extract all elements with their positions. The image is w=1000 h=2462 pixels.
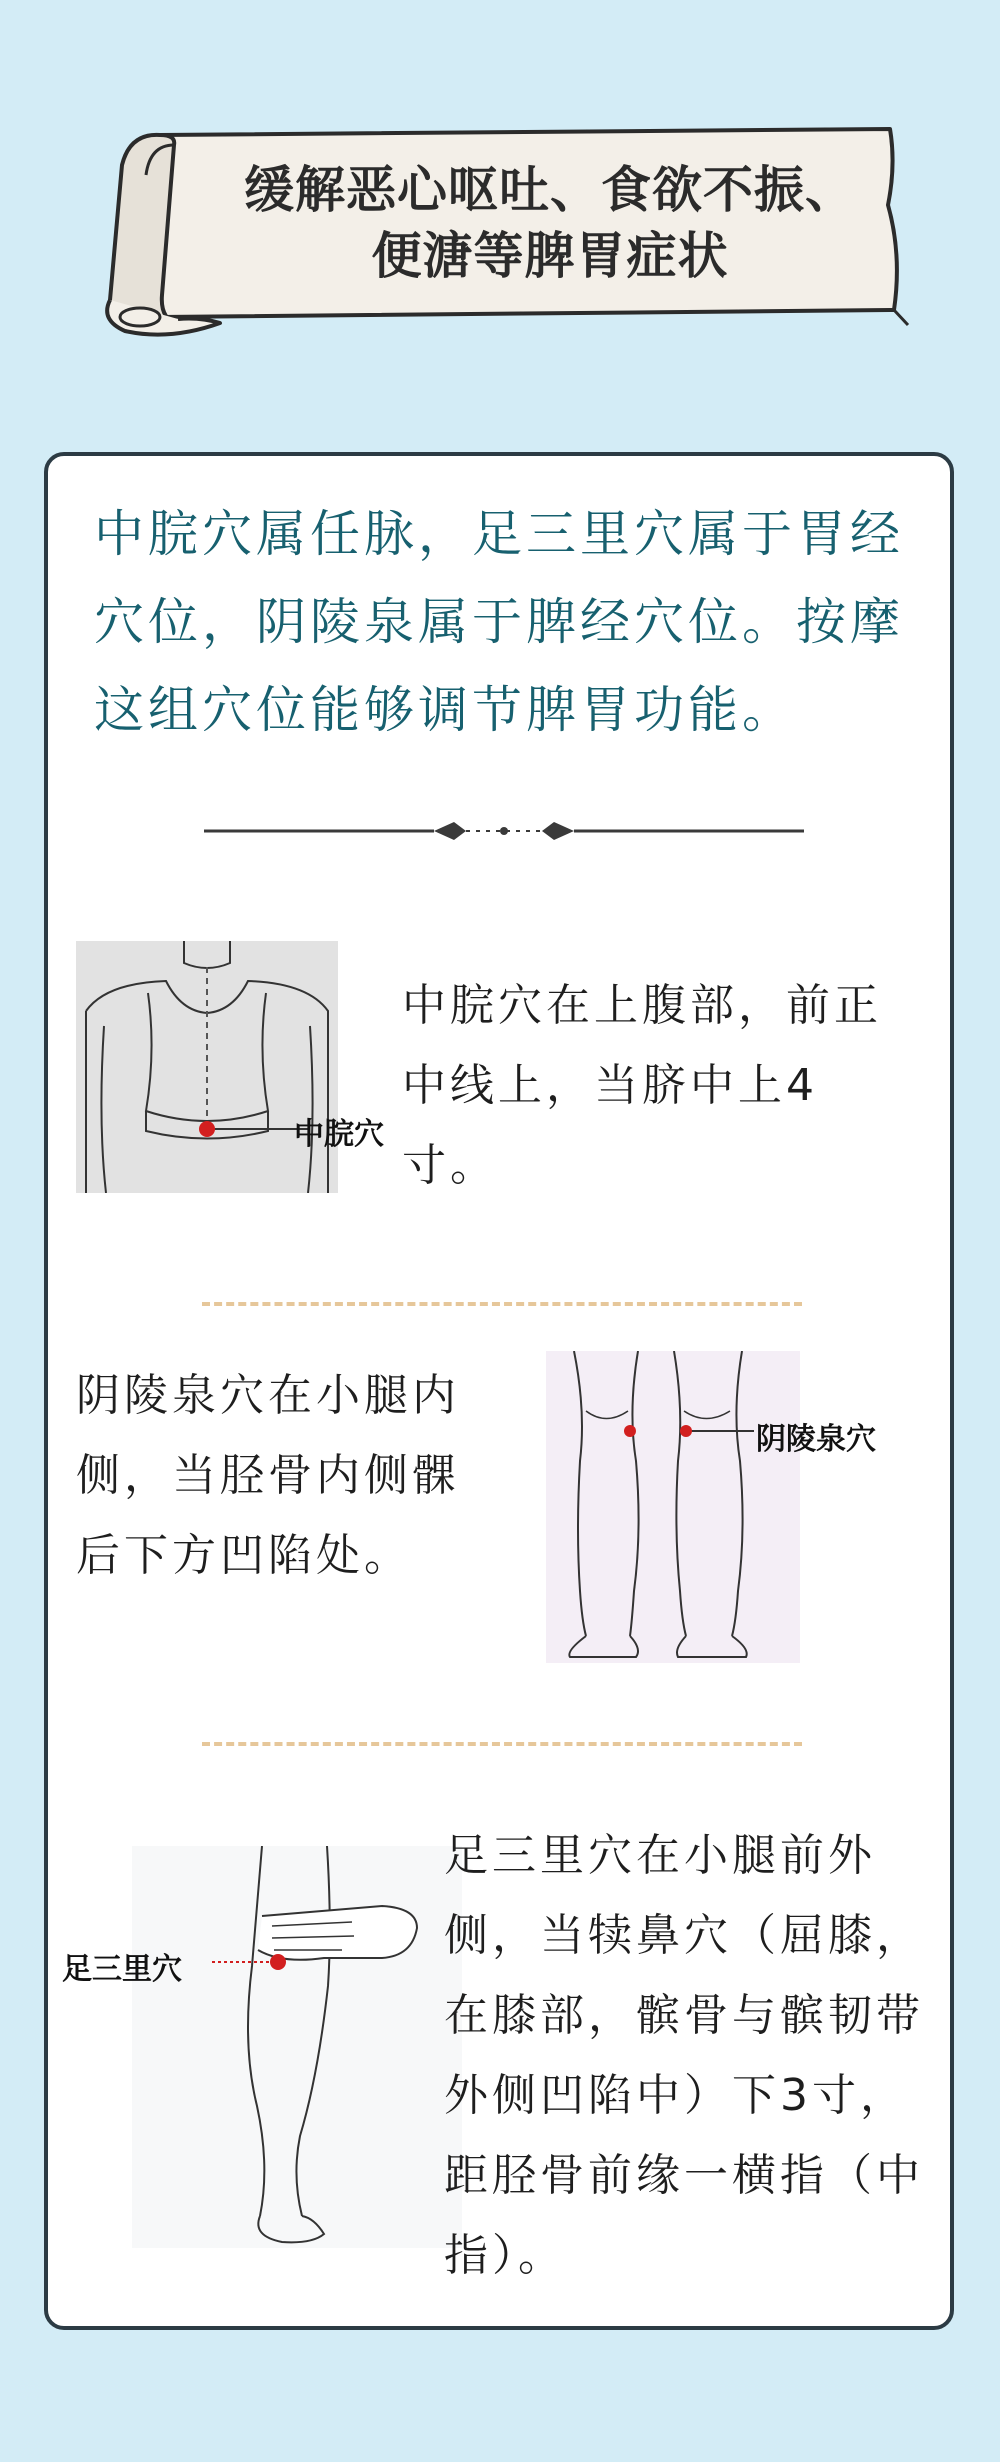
yinlingquan-description: 阴陵泉穴在小腿内侧，当胫骨内侧髁后下方凹陷处。 bbox=[76, 1370, 460, 1581]
banner-title-line1: 缓解恶心呕吐、食欲不振、 bbox=[244, 161, 856, 219]
zhongwan-marker bbox=[199, 1121, 215, 1137]
legs-figure bbox=[546, 1351, 800, 1663]
zusanli-description: 足三里穴在小腿前外侧，当犊鼻穴（屈膝，在膝部，髌骨与髌韧带外侧凹陷中）下3寸，距胫骨前缘一横指（中指）。 bbox=[444, 1830, 924, 2281]
zhongwan-label: 中脘穴 bbox=[294, 1117, 384, 1152]
yinlingquan-marker-right bbox=[680, 1425, 692, 1437]
banner-title-line2: 便溏等脾胃症状 bbox=[371, 227, 729, 285]
title-banner bbox=[90, 105, 920, 345]
zusanli-label: 足三里穴 bbox=[62, 1952, 182, 1987]
dashed-separator-1 bbox=[202, 1302, 802, 1306]
banner-title bbox=[200, 157, 900, 289]
intro-text: 中脘穴属任脉，足三里穴属于胃经穴位，阴陵泉属于脾经穴位。按摩这组穴位能够调节脾胃功能。 bbox=[94, 505, 904, 739]
zhongwan-description: 中脘穴在上腹部，前正中线上，当脐中上4寸。 bbox=[402, 980, 882, 1191]
content-card bbox=[44, 452, 954, 2330]
torso-figure bbox=[76, 941, 384, 1193]
yinlingquan-label: 阴陵泉穴 bbox=[756, 1422, 876, 1457]
ornament-divider bbox=[204, 816, 804, 850]
shin-figure bbox=[92, 1846, 462, 2248]
zusanli-marker bbox=[270, 1954, 286, 1970]
dashed-separator-2 bbox=[202, 1742, 802, 1746]
yinlingquan-marker-left bbox=[624, 1425, 636, 1437]
